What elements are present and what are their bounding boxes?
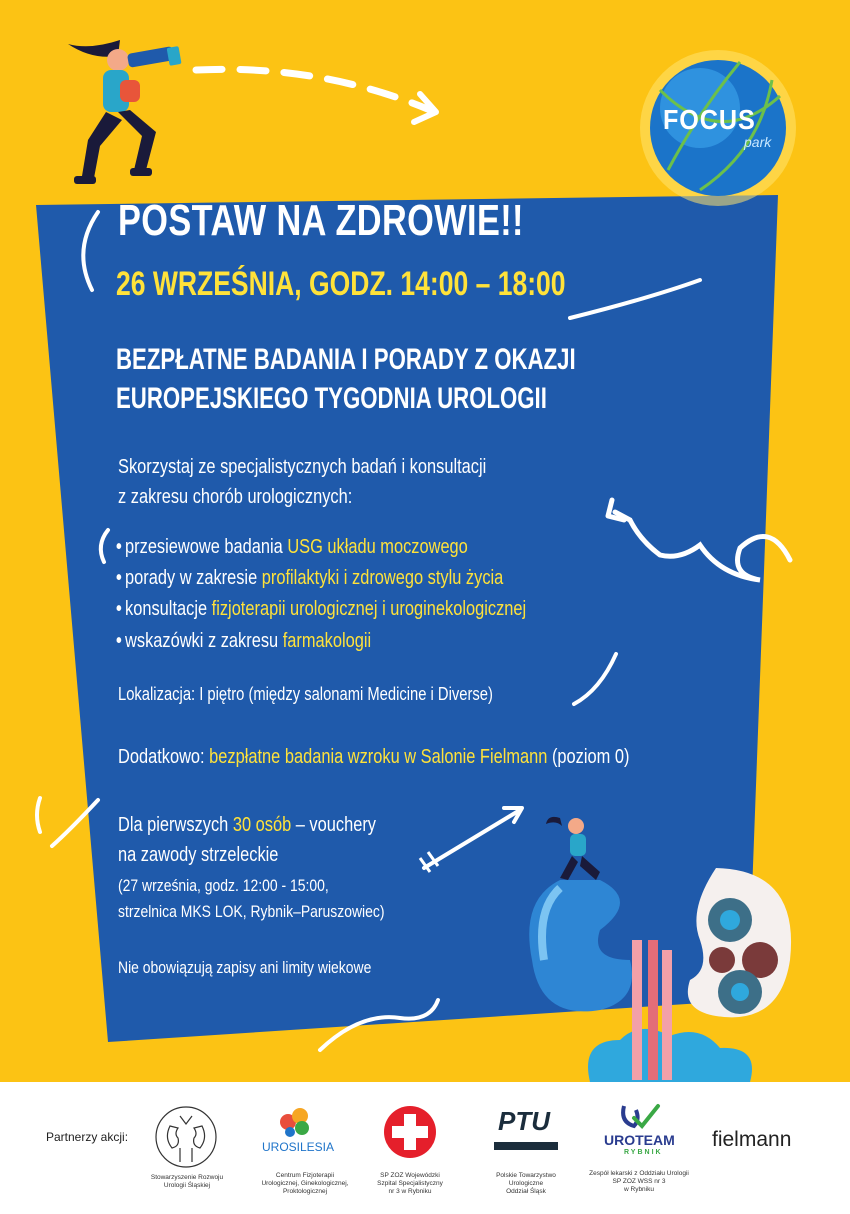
intro-line-2: z zakresu chorób urologicznych:	[118, 486, 353, 508]
ptu-name: PTU	[498, 1106, 550, 1136]
bullet-highlight: profilaktyki i zdrowego stylu życia	[261, 567, 504, 589]
bullet-item: • przesiewowe badania USG układu moczowego	[116, 536, 468, 558]
additional-highlight: bezpłatne badania wzroku w Salonie Fielmann	[209, 746, 548, 768]
bullet-item: • wskazówki z zakresu farmakologii	[116, 630, 372, 652]
event-date: 26 WRZEŚNIA, GODZ. 14:00 – 18:00	[116, 265, 566, 303]
subtitle-line-2: EUROPEJSKIEGO TYGODNIA UROLOGII	[116, 382, 547, 415]
woman-telescope-illustration	[68, 40, 182, 184]
subtitle-line-1: BEZPŁATNE BADANIA I PORADY Z OKAZJI	[116, 343, 576, 376]
location-text: Lokalizacja: I piętro (między salonami Medicine i Diverse)	[118, 684, 493, 704]
page-title: POSTAW NA ZDROWIE!!	[118, 196, 524, 245]
bullet-item: • konsultacje fizjoterapii urologicznej i uroginekologicznej	[116, 598, 527, 620]
swoosh-lower-left	[37, 798, 40, 832]
note-text: Nie obowiązują zapisy ani limity wiekowe	[118, 958, 372, 977]
partner-caption: Zespół lekarski z Oddziału Urologii SP ZOZ WSS nr 3 w Rybniku	[589, 1170, 689, 1193]
brand-name: FOCUS	[663, 104, 756, 135]
fielmann-name: fielmann	[712, 1128, 792, 1151]
partners-label: Partnerzy akcji:	[46, 1130, 129, 1144]
uroteam-icon	[618, 1100, 662, 1130]
bullet-highlight: USG układu moczowego	[287, 536, 468, 558]
dash-arrow-top	[196, 69, 430, 110]
association-logo	[150, 1104, 222, 1170]
brand-sub: park	[744, 134, 772, 150]
urosilesia-name: UROSILESIA	[262, 1140, 335, 1154]
bullet-item: • porady w zakresie profilaktyki i zdrowego stylu życia	[116, 567, 504, 589]
bullet-text: przesiewowe badania	[125, 536, 288, 558]
uroteam-sub: RYBNIK	[624, 1149, 663, 1156]
voucher-pre: Dla pierwszych	[118, 814, 233, 836]
voucher-post: – vouchery	[291, 814, 376, 836]
bullet-text: porady w zakresie	[125, 567, 262, 589]
voucher-line-3: (27 września, godz. 12:00 - 15:00,	[118, 876, 329, 895]
intro-line-1: Skorzystaj ze specjalistycznych badań i konsultacji	[118, 456, 487, 478]
bullet-highlight: fizjoterapii urologicznej i uroginekologicznej	[211, 598, 527, 620]
partner-caption: SP ZOZ Wojewódzki Szpital Specjalistyczny nr 3 w Rybniku	[377, 1172, 443, 1195]
partner-caption: Polskie Towarzystwo Urologiczne Oddział Śląsk	[496, 1172, 556, 1195]
bullet-text: konsultacje	[125, 598, 212, 620]
additional-label: Dodatkowo:	[118, 746, 210, 768]
voucher-line-2: na zawody strzeleckie	[118, 844, 279, 866]
voucher-line-4: strzelnica MKS LOK, Rybnik–Paruszowiec)	[118, 902, 385, 921]
uroteam-name: UROTEAM	[604, 1132, 675, 1148]
additional-rest: (poziom 0)	[547, 746, 630, 768]
partner-caption: Stowarzyszenie Rozwoju Urologii Śląskiej	[150, 1174, 224, 1189]
partners-footer	[0, 1082, 850, 1214]
bullet-text: wskazówki z zakresu	[125, 630, 283, 652]
urosilesia-icon	[276, 1104, 316, 1138]
bullet-highlight: farmakologii	[282, 630, 372, 652]
partner-caption: Centrum Fizjoterapii Urologicznej, Ginekologicznej, Proktologicznej	[261, 1172, 349, 1195]
hospital-cross-logo	[380, 1102, 440, 1162]
additional-text	[118, 746, 629, 769]
ptu-bar	[494, 1142, 558, 1150]
voucher-line-1	[118, 814, 376, 837]
voucher-highlight: 30 osób	[232, 814, 292, 836]
